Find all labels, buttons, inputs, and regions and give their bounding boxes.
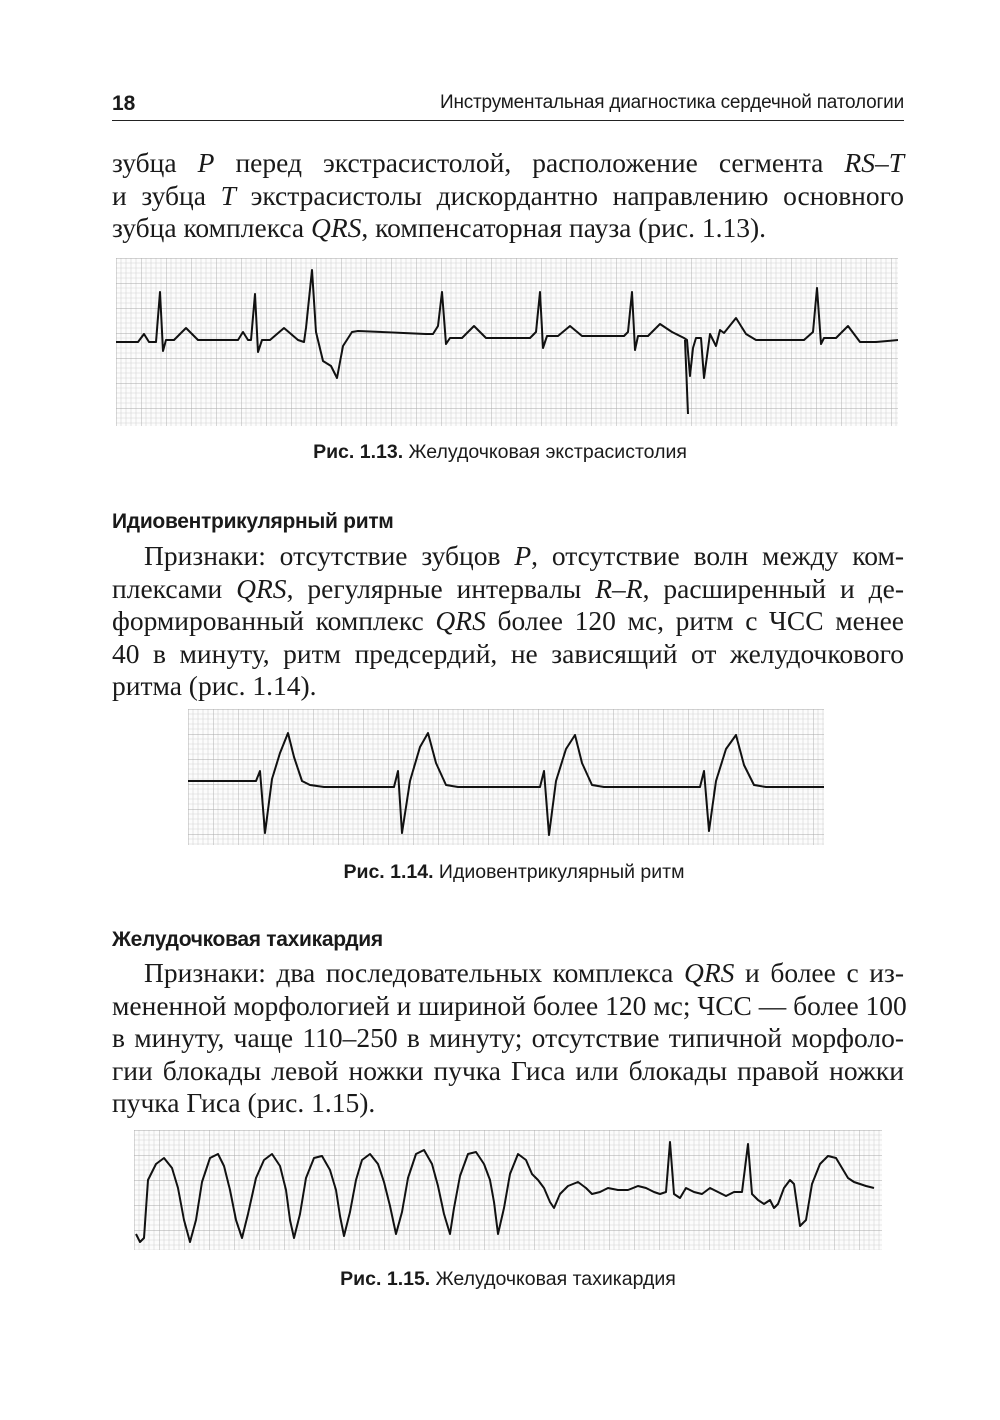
ecg-figure-1-13 — [116, 258, 898, 426]
figure-caption-1-15: Рис. 1.15. Желудочковая тахикардия — [340, 1268, 676, 1290]
running-header — [112, 88, 904, 121]
idioventricular-paragraph: Признаки: отсутствие зубцов P, отсутствие волн между ком- плексами QRS, регулярные интервалы R–R, расширенный и де- формированный комплекс QRS более 120 мс, ритм с ЧСС менее 40 в минуту, ритм предсердий, не зависящий от желудочкового ритма (рис. 1.14). — [112, 540, 905, 701]
ecg-figure-1-15 — [134, 1130, 882, 1250]
section-heading-idioventricular: Идиовентрикулярный ритм — [112, 510, 394, 533]
intro-paragraph: зубца P перед экстрасистолой, расположение сегмента RS–T и зубца T экстрасистолы дискордантно направлению основного зубца комплекса QRS, компенсаторная пауза (рис. 1.13). — [112, 147, 904, 243]
page-number: 18 — [112, 92, 136, 115]
running-title: Инструментальная диагностика сердечной патологии — [440, 92, 904, 113]
ecg-grid — [116, 258, 898, 426]
vt-paragraph: Признаки: два последовательных комплекса QRS и более с из- мененной морфологией и шириной более 120 мс; ЧСС — более 100 в минуту, чаще 110–250 в минуту; отсутствие типичной морфоло- гии блокады левой ножки пучка Гиса или блокады правой ножки пучка Гиса (рис. 1.15). — [112, 957, 907, 1118]
figure-caption-1-13: Рис. 1.13. Желудочковая экстрасистолия — [313, 441, 687, 463]
figure-caption-1-14: Рис. 1.14. Идиовентрикулярный ритм — [343, 861, 685, 883]
section-heading-vt: Желудочковая тахикардия — [112, 928, 383, 951]
ecg-grid — [188, 709, 824, 845]
ecg-figure-1-14 — [188, 709, 824, 845]
